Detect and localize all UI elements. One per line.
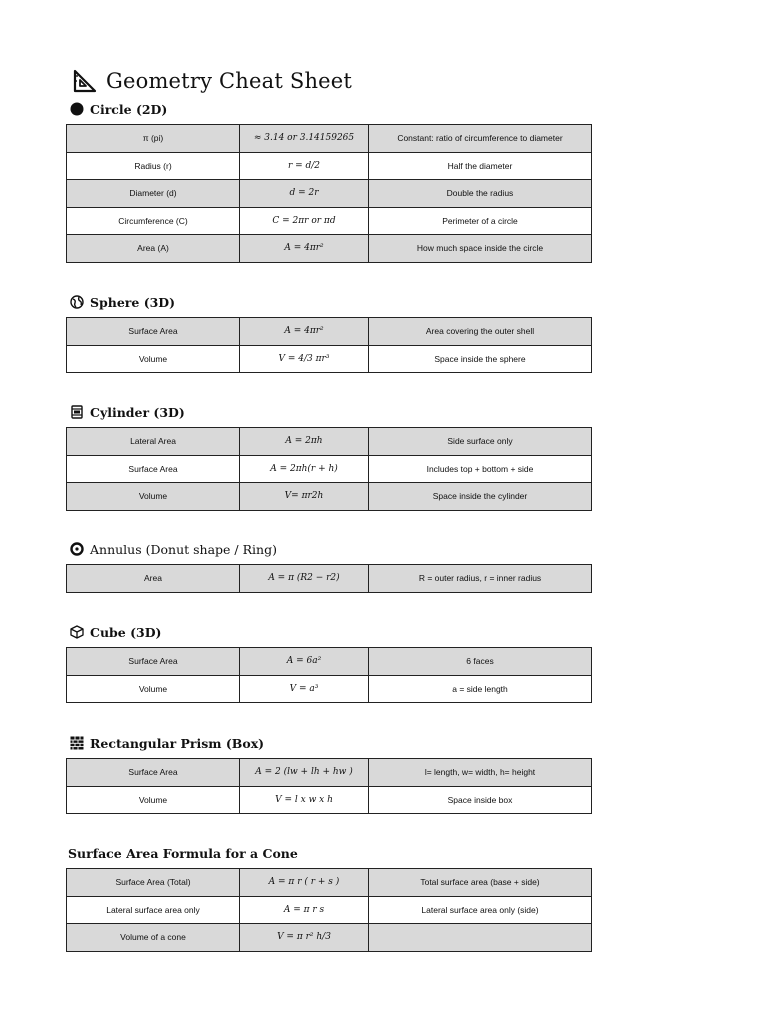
section-circle xyxy=(66,99,592,263)
table-row xyxy=(67,345,592,373)
ring-icon xyxy=(70,542,84,556)
cell-description: Area covering the outer shell xyxy=(369,318,592,346)
brick-icon xyxy=(70,736,84,750)
table-row xyxy=(67,483,592,511)
cell-description: Constant: ratio of circumference to diameter xyxy=(369,125,592,153)
formula-table xyxy=(66,868,592,952)
cell-name: π (pi) xyxy=(67,125,240,153)
cell-name: Volume xyxy=(67,483,240,511)
table-row xyxy=(67,648,592,676)
black-circle-icon xyxy=(70,102,84,116)
section-header xyxy=(66,402,592,422)
cell-formula: A = 4πr² xyxy=(240,235,369,263)
cell-formula: A = π (R2 − r2) xyxy=(240,565,369,593)
cell-description: Double the radius xyxy=(369,180,592,208)
cell-formula: V = π r² h/3 xyxy=(240,924,369,952)
table-row xyxy=(67,235,592,263)
section-header xyxy=(66,733,592,753)
cell-formula: A = 2 (lw + lh + hw ) xyxy=(240,759,369,787)
cell-formula: V = a³ xyxy=(240,675,369,703)
cell-name: Volume xyxy=(67,786,240,814)
section-title: Surface Area Formula for a Cone xyxy=(68,845,298,861)
cylinder-icon xyxy=(70,405,84,419)
cell-name: Surface Area (Total) xyxy=(67,869,240,897)
cell-name: Surface Area xyxy=(67,648,240,676)
section-title: Sphere (3D) xyxy=(90,294,176,310)
section-header xyxy=(66,539,592,559)
formula-table xyxy=(66,647,592,703)
cell-formula: C = 2πr or πd xyxy=(240,207,369,235)
cell-name: Surface Area xyxy=(67,318,240,346)
cell-description: 6 faces xyxy=(369,648,592,676)
section-header xyxy=(66,622,592,642)
triangle-ruler-icon xyxy=(72,68,98,94)
cell-formula: A = 4πr² xyxy=(240,318,369,346)
page-header xyxy=(72,66,352,96)
table-row xyxy=(67,318,592,346)
cell-formula: A = 2πh xyxy=(240,428,369,456)
cell-name: Surface Area xyxy=(67,455,240,483)
cell-description: How much space inside the circle xyxy=(369,235,592,263)
section-header xyxy=(68,843,594,863)
table-row xyxy=(67,786,592,814)
cell-name: Lateral surface area only xyxy=(67,896,240,924)
cell-name: Lateral Area xyxy=(67,428,240,456)
table-row xyxy=(67,125,592,153)
cell-description: a = side length xyxy=(369,675,592,703)
formula-table xyxy=(66,317,592,373)
section-header xyxy=(66,292,592,312)
table-row xyxy=(67,924,592,952)
section-cube xyxy=(66,622,592,703)
cell-formula: A = π r s xyxy=(240,896,369,924)
section-title: Cylinder (3D) xyxy=(90,404,185,420)
table-row xyxy=(67,896,592,924)
cell-name: Area xyxy=(67,565,240,593)
formula-table xyxy=(66,124,592,263)
formula-table xyxy=(66,758,592,814)
table-row xyxy=(67,455,592,483)
cell-description: Half the diameter xyxy=(369,152,592,180)
cell-formula: ≈ 3.14 or 3.14159265 xyxy=(240,125,369,153)
cell-description: R = outer radius, r = inner radius xyxy=(369,565,592,593)
cell-formula: r = d/2 xyxy=(240,152,369,180)
section-annulus xyxy=(66,539,592,593)
cell-description: Space inside the sphere xyxy=(369,345,592,373)
cell-name: Diameter (d) xyxy=(67,180,240,208)
table-row xyxy=(67,759,592,787)
cell-description: Space inside the cylinder xyxy=(369,483,592,511)
table-row xyxy=(67,180,592,208)
cell-description: Perimeter of a circle xyxy=(369,207,592,235)
table-row xyxy=(67,428,592,456)
table-row xyxy=(67,152,592,180)
cell-formula: A = 6a² xyxy=(240,648,369,676)
cell-formula: A = π r ( r + s ) xyxy=(240,869,369,897)
cell-name: Surface Area xyxy=(67,759,240,787)
table-row xyxy=(67,565,592,593)
table-row xyxy=(67,869,592,897)
formula-table xyxy=(66,427,592,511)
cell-description: l= length, w= width, h= height xyxy=(369,759,592,787)
cell-formula: d = 2r xyxy=(240,180,369,208)
cell-description xyxy=(369,924,592,952)
section-cone xyxy=(68,843,594,952)
cell-description: Total surface area (base + side) xyxy=(369,869,592,897)
cell-name: Volume xyxy=(67,345,240,373)
section-title: Cube (3D) xyxy=(90,624,162,640)
cell-description: Side surface only xyxy=(369,428,592,456)
cell-name: Volume of a cone xyxy=(67,924,240,952)
cell-formula: V = l x w x h xyxy=(240,786,369,814)
section-header xyxy=(66,99,592,119)
section-title: Annulus (Donut shape / Ring) xyxy=(90,541,277,557)
table-row xyxy=(67,675,592,703)
cube-icon xyxy=(70,625,84,639)
section-sphere xyxy=(66,292,592,373)
cell-formula: A = 2πh(r + h) xyxy=(240,455,369,483)
section-title: Rectangular Prism (Box) xyxy=(90,735,265,751)
section-cylinder xyxy=(66,402,592,511)
cell-description: Lateral surface area only (side) xyxy=(369,896,592,924)
cell-name: Radius (r) xyxy=(67,152,240,180)
cell-name: Circumference (C) xyxy=(67,207,240,235)
cell-description: Space inside box xyxy=(369,786,592,814)
globe-icon xyxy=(70,295,84,309)
section-title: Circle (2D) xyxy=(90,101,168,117)
table-row xyxy=(67,207,592,235)
cell-name: Area (A) xyxy=(67,235,240,263)
cell-formula: V= πr2h xyxy=(240,483,369,511)
cell-description: Includes top + bottom + side xyxy=(369,455,592,483)
page-title: Geometry Cheat Sheet xyxy=(106,69,353,93)
cell-name: Volume xyxy=(67,675,240,703)
formula-table xyxy=(66,564,592,593)
section-rectangular-prism xyxy=(66,733,592,814)
cell-formula: V = 4/3 πr³ xyxy=(240,345,369,373)
